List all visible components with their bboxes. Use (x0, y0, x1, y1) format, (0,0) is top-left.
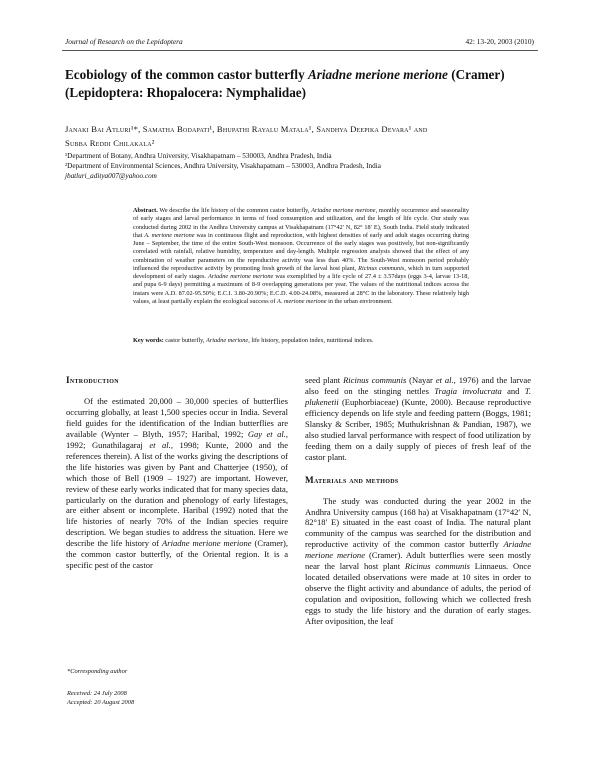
intro-paragraph: Of the estimated 20,000 – 30,000 species of butterflies occurring globally, at least 1,500 species occur in India. Several field guides for the identification of the Indian butterflies are available (Wynter – Blyth, 1957; Haribal, 1992; Gay et al., 1992; Gunathilagaraj et al., 1998; Kunte, 2000 and the references therein). A list of the works giving the descriptions of the life histories was given by Pant and Chatterjee (1950), of which those of Bell (1909 – 1927) are important. However, review of these early works indicated that for many species data, particularly on the duration and phenology of early lifestages, are either absent or incomplete. Haribal (1992) noted that the life histories of nearly 70% of the Indian species require description. We began studies to address the situation. Here we describe the life history of Ariadne merione merione (Cramer), the common castor butterfly, of the Oriental region. It is a specific pest of the castor (66, 395, 288, 571)
abstract: Abstract. We describe the life history of the common castor butterfly, Ariadne merione merione, monthly occurrence and seasonality of early stages and larval performance in terms of food consumption and utilization, and the length of life cycle. Our study was conducted during 2002 in the Andhra University campus at Visakhapatnam (17°42′ N, 82° 18′ E), South India. Field study indicated that A. merione merione was in continuous flight and reproduction, with highest densities of early and adult stages occurring during June – September, the time of the entire South-West monsoon. Occurrence of the early stages was positively, but non-significantly correlated with rainfall, relative humidity, temperature and day-length. Multiple regression analysis showed that the effect of any combination of weather parameters on the reproductive activity was less than 40%. The South-West monsoon period probably influenced the reproductive activity by promoting fresh growth of the larval host plant, Ricinus communis, which in turn supported development of early stages. Ariadne merione merione was exemplified by a life cycle of 27.4 ± 3.57days (eggs 3-4, larvae 13-18, and pupa 6-9 days) permitting a maximum of 8-9 overlapping generations per year. The values of the nutritional indices across the instars were A.D. 87.02-95.50%; E.C.I. 3.80-20.90%; E.C.D. 4.00-24.08%, measured at 28°C in the laboratory. These relatively high values, at least partially explain the ecological success of A. merione merione in the urban environment. (133, 207, 470, 305)
affiliations (65, 151, 525, 182)
author-email: jbatluri_aditya007@yahoo.com (65, 172, 157, 181)
accepted-date: Accepted: 20 August 2008 (67, 699, 135, 706)
article-title: Ecobiology of the common castor butterfly Ariadne merione merione (Cramer) (Lepidoptera: Rhopalocera: Nymphalidae) (65, 67, 505, 100)
intro-continuation: seed plant Ricinus communis (Nayar et al., 1976) and the larvae also feed on the stinging nettles Tragia involucrata and T. plukenetii (Euphorbiaceae) (Kunte, 2000). Because reproductive efficiency depends on life style and feeding pattern (Boggs, 1981; Slansky & Scriber, 1985; Muthukrishnan & Pandian, 1987), we also studied larval performance with respect of food utilization by feeding them on a daily supply of pieces of fresh leaf of the castor plant. (305, 375, 532, 462)
right-column (305, 375, 531, 627)
author-list: Janaki Bai Atluri¹*, Samatha Bodapati¹, Bhupathi Rayalu Matala¹, Sandhya Deepika Devara¹ and Subba Reddi Chilakala² (65, 124, 428, 148)
corresponding-author-note: *Corresponding author (67, 668, 128, 675)
keywords: Key words: castor butterfly, Ariadne merione, life history, population index, nutritional indices. (133, 337, 374, 344)
methods-paragraph: The study was conducted during the year 2002 in the Andhra University campus (168 ha) at Visakhapatnam (17°42′ N, 82°18′ E) situated in the east coast of India. The natural plant community of the campus was searched for the distribution and reproductive activity of the common castor butterfly Ariadne merione merione (Cramer). Adult butterflies were seen mostly near the larval host plant Ricinus communis Linnaeus. Once located detailed observations were made at 10 sites in order to observe the flight activity and abundance of adults, the period of copulation and oviposition, following which we collected fresh eggs to study the life history and the duration of early stages. After oviposition, the leaf (305, 495, 531, 627)
journal-name: Journal of Research on the Lepidoptera (65, 37, 183, 46)
received-date: Received: 24 July 2008 (67, 690, 127, 697)
affiliation-1: ¹Department of Botany, Andhra University, Visakhapatnam – 530003, Andhra Pradesh, India (65, 152, 332, 160)
section-heading-methods: Materials and methods (305, 474, 399, 485)
left-column (66, 375, 288, 571)
affiliation-2: ²Department of Environmental Sciences, Andhra University, Visakhapatnam – 530003, Andhra Pradesh, India (65, 162, 381, 171)
volume-info: 42: 13-20, 2003 (2010) (465, 37, 534, 46)
section-heading-introduction: Introduction (66, 375, 119, 385)
header-rule (62, 50, 538, 51)
